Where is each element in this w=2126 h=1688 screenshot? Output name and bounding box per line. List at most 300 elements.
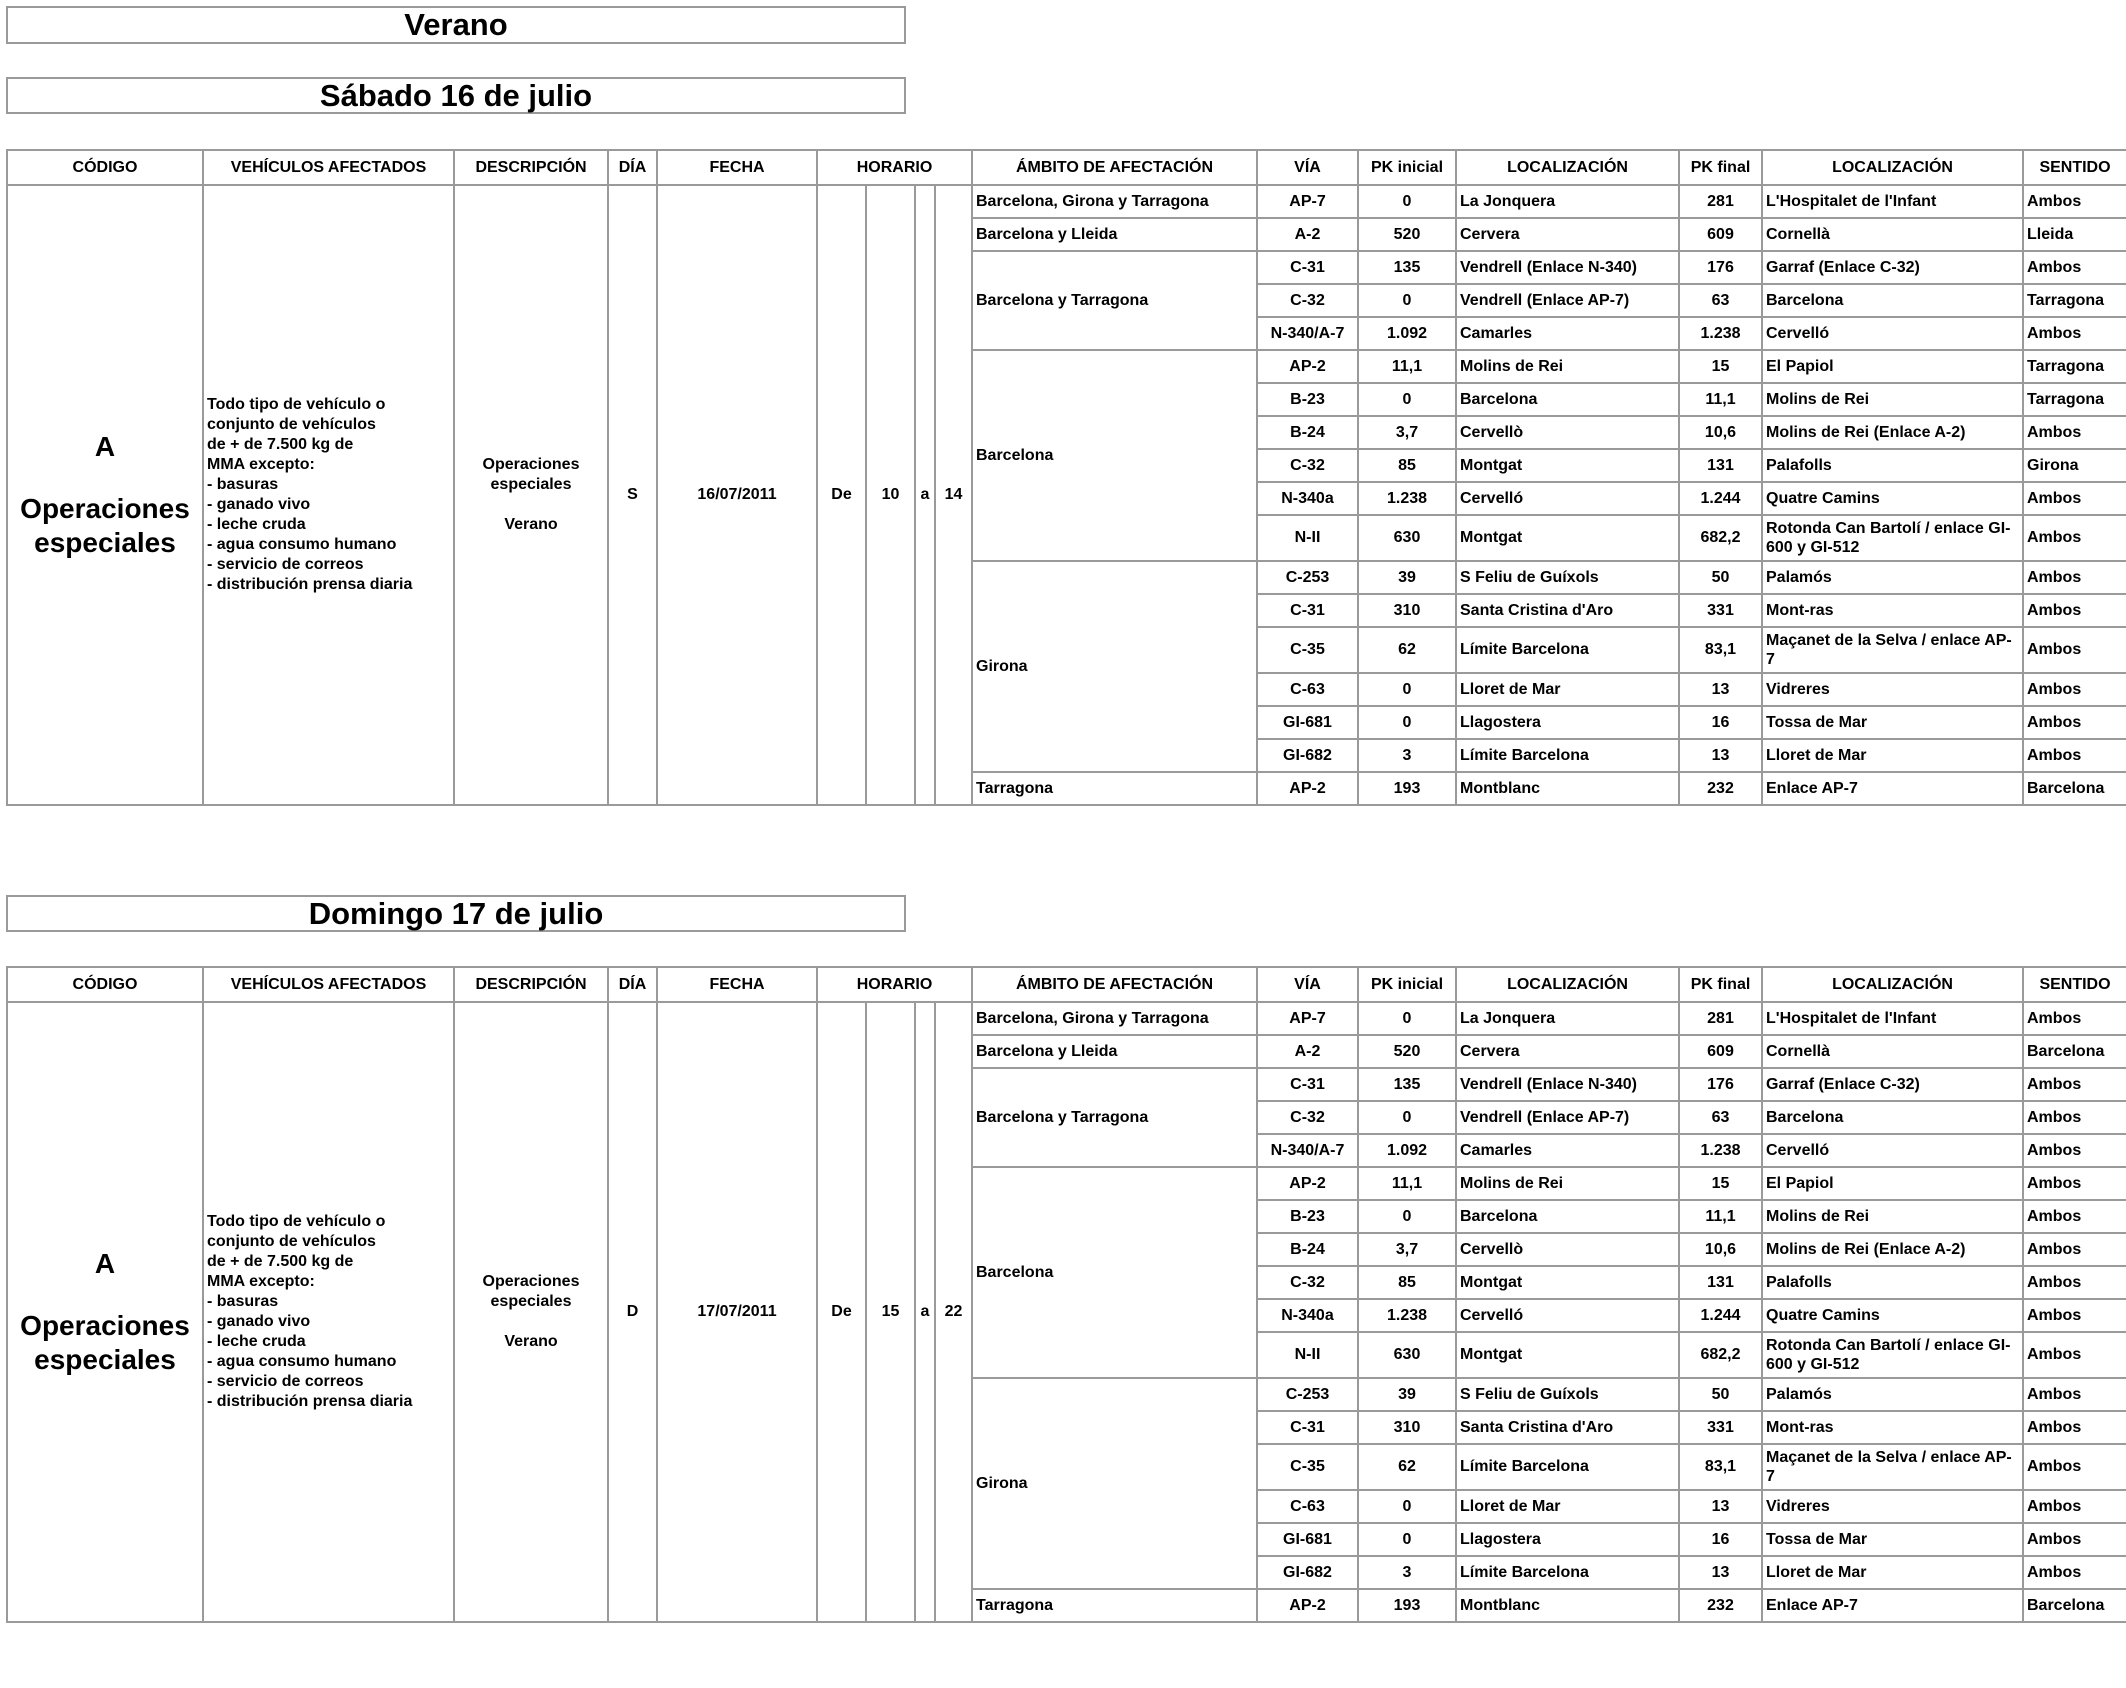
- direction-cell: Ambos: [2023, 1068, 2126, 1101]
- column-header: PK final: [1679, 150, 1762, 185]
- pk-start-cell: 39: [1358, 561, 1456, 594]
- pk-end-cell: 16: [1679, 706, 1762, 739]
- direction-cell: Ambos: [2023, 673, 2126, 706]
- column-header: FECHA: [657, 150, 817, 185]
- vehicles-line: - agua consumo humano: [207, 536, 397, 553]
- location-start-cell: La Jonquera: [1456, 185, 1679, 218]
- location-end-cell: Cervelló: [1762, 317, 2023, 350]
- schedule-de: De: [817, 1002, 866, 1622]
- pk-end-cell: 83,1: [1679, 1444, 1762, 1490]
- pk-start-cell: 1.092: [1358, 1134, 1456, 1167]
- pk-start-cell: 135: [1358, 251, 1456, 284]
- location-start-cell: Camarles: [1456, 1134, 1679, 1167]
- location-start-cell: Vendrell (Enlace N-340): [1456, 251, 1679, 284]
- pk-start-cell: 39: [1358, 1378, 1456, 1411]
- location-end-cell: Palamós: [1762, 1378, 2023, 1411]
- location-start-cell: Vendrell (Enlace AP-7): [1456, 1101, 1679, 1134]
- direction-cell: Lleida: [2023, 218, 2126, 251]
- pk-start-cell: 85: [1358, 449, 1456, 482]
- direction-cell: Ambos: [2023, 317, 2126, 350]
- pk-end-cell: 131: [1679, 1266, 1762, 1299]
- pk-end-cell: 63: [1679, 1101, 1762, 1134]
- pk-end-cell: 63: [1679, 284, 1762, 317]
- pk-end-cell: 682,2: [1679, 515, 1762, 561]
- direction-cell: Ambos: [2023, 1556, 2126, 1589]
- pk-start-cell: 0: [1358, 185, 1456, 218]
- pk-start-cell: 310: [1358, 594, 1456, 627]
- location-start-cell: S Feliu de Guíxols: [1456, 561, 1679, 594]
- location-start-cell: Barcelona: [1456, 383, 1679, 416]
- column-header: DESCRIPCIÓN: [454, 967, 608, 1002]
- pk-end-cell: 1.244: [1679, 482, 1762, 515]
- location-start-cell: Camarles: [1456, 317, 1679, 350]
- direction-cell: Barcelona: [2023, 1589, 2126, 1622]
- location-end-cell: Vidreres: [1762, 673, 2023, 706]
- road-cell: AP-7: [1257, 185, 1358, 218]
- column-header: LOCALIZACIÓN: [1456, 967, 1679, 1002]
- road-cell: A-2: [1257, 1035, 1358, 1068]
- code-cell: [7, 1002, 203, 1622]
- direction-cell: Ambos: [2023, 627, 2126, 673]
- vehicles-cell: [203, 185, 454, 805]
- location-start-cell: Cervellò: [1456, 1233, 1679, 1266]
- location-end-cell: Rotonda Can Bartolí / enlace GI-600 y GI-512: [1762, 1332, 2023, 1378]
- scope-cell: Barcelona: [972, 1167, 1257, 1378]
- scope-cell: Barcelona, Girona y Tarragona: [972, 185, 1257, 218]
- road-cell: C-253: [1257, 561, 1358, 594]
- road-cell: A-2: [1257, 218, 1358, 251]
- location-start-cell: Lloret de Mar: [1456, 1490, 1679, 1523]
- scope-cell: Tarragona: [972, 1589, 1257, 1622]
- pk-end-cell: 11,1: [1679, 1200, 1762, 1233]
- location-start-cell: La Jonquera: [1456, 1002, 1679, 1035]
- pk-start-cell: 630: [1358, 515, 1456, 561]
- column-header: VÍA: [1257, 150, 1358, 185]
- location-end-cell: Cornellà: [1762, 1035, 2023, 1068]
- pk-end-cell: 232: [1679, 1589, 1762, 1622]
- road-cell: AP-2: [1257, 1167, 1358, 1200]
- pk-start-cell: 1.092: [1358, 317, 1456, 350]
- road-cell: GI-681: [1257, 1523, 1358, 1556]
- pk-start-cell: 193: [1358, 772, 1456, 805]
- column-header: HORARIO: [817, 967, 972, 1002]
- location-end-cell: Palafolls: [1762, 449, 2023, 482]
- column-header: VEHÍCULOS AFECTADOS: [203, 150, 454, 185]
- column-header: FECHA: [657, 967, 817, 1002]
- description-cell: [454, 1002, 608, 1622]
- date-cell: 17/07/2011: [657, 1002, 817, 1622]
- day-cell: S: [608, 185, 657, 805]
- pk-start-cell: 0: [1358, 1200, 1456, 1233]
- column-header: CÓDIGO: [7, 967, 203, 1002]
- road-cell: C-31: [1257, 1411, 1358, 1444]
- pk-end-cell: 682,2: [1679, 1332, 1762, 1378]
- column-header: VEHÍCULOS AFECTADOS: [203, 967, 454, 1002]
- location-end-cell: Molins de Rei: [1762, 383, 2023, 416]
- pk-start-cell: 3: [1358, 739, 1456, 772]
- direction-cell: Ambos: [2023, 1490, 2126, 1523]
- location-start-cell: Límite Barcelona: [1456, 1444, 1679, 1490]
- vehicles-line: MMA excepto:: [207, 1273, 315, 1290]
- column-header: PK final: [1679, 967, 1762, 1002]
- vehicles-line: MMA excepto:: [207, 456, 315, 473]
- road-cell: N-340/A-7: [1257, 1134, 1358, 1167]
- road-cell: GI-681: [1257, 706, 1358, 739]
- schedule-from: 10: [866, 185, 915, 805]
- road-cell: C-32: [1257, 1266, 1358, 1299]
- column-header: DÍA: [608, 967, 657, 1002]
- road-cell: N-II: [1257, 1332, 1358, 1378]
- pk-end-cell: 176: [1679, 251, 1762, 284]
- road-cell: C-63: [1257, 1490, 1358, 1523]
- location-start-cell: Montblanc: [1456, 1589, 1679, 1622]
- description-cell: [454, 185, 608, 805]
- direction-cell: Ambos: [2023, 1378, 2126, 1411]
- scope-cell: Barcelona, Girona y Tarragona: [972, 1002, 1257, 1035]
- direction-cell: Ambos: [2023, 739, 2126, 772]
- description-main: Operaciones especiales: [482, 456, 580, 493]
- pk-start-cell: 1.238: [1358, 482, 1456, 515]
- scope-cell: Barcelona y Lleida: [972, 1035, 1257, 1068]
- road-cell: N-340a: [1257, 482, 1358, 515]
- direction-cell: Ambos: [2023, 1101, 2126, 1134]
- season-title: Verano: [6, 6, 906, 44]
- vehicles-line: Todo tipo de vehículo o: [207, 1213, 386, 1230]
- location-end-cell: Lloret de Mar: [1762, 739, 2023, 772]
- road-cell: C-32: [1257, 1101, 1358, 1134]
- code-letter: A: [94, 1248, 116, 1279]
- pk-end-cell: 83,1: [1679, 627, 1762, 673]
- direction-cell: Ambos: [2023, 594, 2126, 627]
- vehicles-line: - basuras: [207, 1293, 279, 1310]
- pk-end-cell: 50: [1679, 561, 1762, 594]
- road-cell: AP-7: [1257, 1002, 1358, 1035]
- location-start-cell: Cervellò: [1456, 416, 1679, 449]
- pk-start-cell: 135: [1358, 1068, 1456, 1101]
- direction-cell: Ambos: [2023, 561, 2126, 594]
- location-end-cell: El Papiol: [1762, 350, 2023, 383]
- road-cell: B-23: [1257, 383, 1358, 416]
- pk-end-cell: 10,6: [1679, 416, 1762, 449]
- direction-cell: Ambos: [2023, 1411, 2126, 1444]
- day-cell: D: [608, 1002, 657, 1622]
- location-start-cell: Límite Barcelona: [1456, 627, 1679, 673]
- road-cell: C-32: [1257, 449, 1358, 482]
- location-start-cell: Molins de Rei: [1456, 350, 1679, 383]
- schedule-de: De: [817, 185, 866, 805]
- road-cell: N-II: [1257, 515, 1358, 561]
- location-start-cell: Cervera: [1456, 218, 1679, 251]
- pk-start-cell: 85: [1358, 1266, 1456, 1299]
- location-start-cell: Llagostera: [1456, 706, 1679, 739]
- vehicles-line: conjunto de vehículos: [207, 416, 376, 433]
- scope-cell: Barcelona y Tarragona: [972, 251, 1257, 350]
- pk-end-cell: 176: [1679, 1068, 1762, 1101]
- location-end-cell: Quatre Camins: [1762, 1299, 2023, 1332]
- road-cell: C-35: [1257, 627, 1358, 673]
- pk-start-cell: 0: [1358, 1101, 1456, 1134]
- schedule-table-saturday: [6, 149, 2126, 806]
- location-end-cell: Barcelona: [1762, 1101, 2023, 1134]
- pk-end-cell: 11,1: [1679, 383, 1762, 416]
- location-start-cell: Cervera: [1456, 1035, 1679, 1068]
- location-end-cell: Molins de Rei (Enlace A-2): [1762, 1233, 2023, 1266]
- schedule-table-sunday: [6, 966, 2126, 1623]
- pk-end-cell: 1.244: [1679, 1299, 1762, 1332]
- scope-cell: Barcelona: [972, 350, 1257, 561]
- pk-end-cell: 15: [1679, 1167, 1762, 1200]
- pk-start-cell: 11,1: [1358, 1167, 1456, 1200]
- table-row: [7, 1002, 2126, 1035]
- column-header: HORARIO: [817, 150, 972, 185]
- pk-end-cell: 13: [1679, 1490, 1762, 1523]
- location-start-cell: Montgat: [1456, 1332, 1679, 1378]
- pk-start-cell: 3,7: [1358, 1233, 1456, 1266]
- location-end-cell: Garraf (Enlace C-32): [1762, 251, 2023, 284]
- vehicles-line: - ganado vivo: [207, 1313, 311, 1330]
- description-sub: Verano: [504, 1333, 558, 1350]
- date-cell: 16/07/2011: [657, 185, 817, 805]
- road-cell: GI-682: [1257, 1556, 1358, 1589]
- road-cell: C-31: [1257, 251, 1358, 284]
- location-end-cell: El Papiol: [1762, 1167, 2023, 1200]
- vehicles-line: - ganado vivo: [207, 496, 311, 513]
- location-end-cell: Tossa de Mar: [1762, 1523, 2023, 1556]
- road-cell: C-32: [1257, 284, 1358, 317]
- direction-cell: Tarragona: [2023, 350, 2126, 383]
- column-header: DESCRIPCIÓN: [454, 150, 608, 185]
- pk-end-cell: 1.238: [1679, 317, 1762, 350]
- header-row: [7, 150, 2126, 185]
- direction-cell: Ambos: [2023, 1200, 2126, 1233]
- location-end-cell: Enlace AP-7: [1762, 1589, 2023, 1622]
- location-end-cell: Mont-ras: [1762, 594, 2023, 627]
- direction-cell: Ambos: [2023, 1266, 2126, 1299]
- location-end-cell: L'Hospitalet de l'Infant: [1762, 1002, 2023, 1035]
- scope-cell: Tarragona: [972, 772, 1257, 805]
- location-start-cell: Barcelona: [1456, 1200, 1679, 1233]
- column-header: DÍA: [608, 150, 657, 185]
- road-cell: C-35: [1257, 1444, 1358, 1490]
- direction-cell: Ambos: [2023, 1332, 2126, 1378]
- vehicles-line: de + de 7.500 kg de: [207, 1253, 354, 1270]
- vehicles-line: - leche cruda: [207, 1333, 306, 1350]
- road-cell: C-63: [1257, 673, 1358, 706]
- column-header: ÁMBITO DE AFECTACIÓN: [972, 150, 1257, 185]
- day-title-saturday: Sábado 16 de julio: [6, 77, 906, 114]
- pk-start-cell: 0: [1358, 673, 1456, 706]
- road-cell: B-24: [1257, 1233, 1358, 1266]
- pk-start-cell: 0: [1358, 706, 1456, 739]
- pk-end-cell: 331: [1679, 1411, 1762, 1444]
- location-end-cell: Tossa de Mar: [1762, 706, 2023, 739]
- location-start-cell: Límite Barcelona: [1456, 1556, 1679, 1589]
- vehicles-line: - distribución prensa diaria: [207, 1393, 413, 1410]
- pk-start-cell: 630: [1358, 1332, 1456, 1378]
- scope-cell: Girona: [972, 1378, 1257, 1589]
- location-start-cell: Montgat: [1456, 1266, 1679, 1299]
- location-end-cell: Mont-ras: [1762, 1411, 2023, 1444]
- column-header: PK inicial: [1358, 967, 1456, 1002]
- location-end-cell: L'Hospitalet de l'Infant: [1762, 185, 2023, 218]
- schedule-from: 15: [866, 1002, 915, 1622]
- direction-cell: Ambos: [2023, 1523, 2126, 1556]
- description-sub: Verano: [504, 516, 558, 533]
- pk-start-cell: 3: [1358, 1556, 1456, 1589]
- scope-cell: Barcelona y Tarragona: [972, 1068, 1257, 1167]
- direction-cell: Ambos: [2023, 1167, 2126, 1200]
- road-cell: N-340/A-7: [1257, 317, 1358, 350]
- table-row: [7, 185, 2126, 218]
- pk-end-cell: 131: [1679, 449, 1762, 482]
- location-end-cell: Barcelona: [1762, 284, 2023, 317]
- location-end-cell: Palafolls: [1762, 1266, 2023, 1299]
- pk-end-cell: 609: [1679, 218, 1762, 251]
- pk-start-cell: 0: [1358, 1490, 1456, 1523]
- location-end-cell: Maçanet de la Selva / enlace AP-7: [1762, 627, 2023, 673]
- vehicles-line: - servicio de correos: [207, 1373, 364, 1390]
- pk-start-cell: 1.238: [1358, 1299, 1456, 1332]
- location-start-cell: Santa Cristina d'Aro: [1456, 1411, 1679, 1444]
- schedule-to: 22: [935, 1002, 972, 1622]
- schedule-a: a: [915, 1002, 935, 1622]
- location-end-cell: Rotonda Can Bartolí / enlace GI-600 y GI-512: [1762, 515, 2023, 561]
- location-start-cell: Vendrell (Enlace N-340): [1456, 1068, 1679, 1101]
- pk-end-cell: 13: [1679, 1556, 1762, 1589]
- location-start-cell: Llagostera: [1456, 1523, 1679, 1556]
- location-start-cell: Montblanc: [1456, 772, 1679, 805]
- code-name: Operaciones especiales: [20, 1310, 190, 1375]
- direction-cell: Ambos: [2023, 1233, 2126, 1266]
- pk-start-cell: 0: [1358, 383, 1456, 416]
- road-cell: B-24: [1257, 416, 1358, 449]
- location-start-cell: Montgat: [1456, 515, 1679, 561]
- pk-end-cell: 50: [1679, 1378, 1762, 1411]
- column-header: SENTIDO: [2023, 967, 2126, 1002]
- pk-end-cell: 281: [1679, 1002, 1762, 1035]
- direction-cell: Ambos: [2023, 1134, 2126, 1167]
- column-header: VÍA: [1257, 967, 1358, 1002]
- location-start-cell: Vendrell (Enlace AP-7): [1456, 284, 1679, 317]
- direction-cell: Barcelona: [2023, 1035, 2126, 1068]
- direction-cell: Ambos: [2023, 482, 2126, 515]
- direction-cell: Ambos: [2023, 1444, 2126, 1490]
- location-end-cell: Vidreres: [1762, 1490, 2023, 1523]
- location-end-cell: Molins de Rei (Enlace A-2): [1762, 416, 2023, 449]
- pk-end-cell: 10,6: [1679, 1233, 1762, 1266]
- direction-cell: Girona: [2023, 449, 2126, 482]
- column-header: CÓDIGO: [7, 150, 203, 185]
- location-start-cell: Santa Cristina d'Aro: [1456, 594, 1679, 627]
- code-letter: A: [94, 431, 116, 462]
- location-end-cell: Maçanet de la Selva / enlace AP-7: [1762, 1444, 2023, 1490]
- header-row: [7, 967, 2126, 1002]
- column-header: LOCALIZACIÓN: [1762, 967, 2023, 1002]
- day-title-sunday: Domingo 17 de julio: [6, 895, 906, 932]
- location-end-cell: Cornellà: [1762, 218, 2023, 251]
- pk-start-cell: 0: [1358, 1002, 1456, 1035]
- road-cell: C-253: [1257, 1378, 1358, 1411]
- direction-cell: Tarragona: [2023, 284, 2126, 317]
- vehicles-line: de + de 7.500 kg de: [207, 436, 354, 453]
- pk-start-cell: 0: [1358, 284, 1456, 317]
- column-header: SENTIDO: [2023, 150, 2126, 185]
- pk-end-cell: 232: [1679, 772, 1762, 805]
- pk-end-cell: 13: [1679, 673, 1762, 706]
- location-end-cell: Lloret de Mar: [1762, 1556, 2023, 1589]
- pk-start-cell: 520: [1358, 1035, 1456, 1068]
- direction-cell: Ambos: [2023, 416, 2126, 449]
- vehicles-line: - leche cruda: [207, 516, 306, 533]
- vehicles-line: Todo tipo de vehículo o: [207, 396, 386, 413]
- road-cell: B-23: [1257, 1200, 1358, 1233]
- road-cell: AP-2: [1257, 350, 1358, 383]
- direction-cell: Ambos: [2023, 1002, 2126, 1035]
- description-main: Operaciones especiales: [482, 1273, 580, 1310]
- pk-end-cell: 15: [1679, 350, 1762, 383]
- road-cell: AP-2: [1257, 1589, 1358, 1622]
- pk-start-cell: 310: [1358, 1411, 1456, 1444]
- location-start-cell: Montgat: [1456, 449, 1679, 482]
- code-cell: [7, 185, 203, 805]
- location-start-cell: Cervelló: [1456, 1299, 1679, 1332]
- location-end-cell: Garraf (Enlace C-32): [1762, 1068, 2023, 1101]
- location-end-cell: Quatre Camins: [1762, 482, 2023, 515]
- pk-end-cell: 609: [1679, 1035, 1762, 1068]
- pk-start-cell: 0: [1358, 1523, 1456, 1556]
- pk-start-cell: 3,7: [1358, 416, 1456, 449]
- road-cell: C-31: [1257, 1068, 1358, 1101]
- column-header: PK inicial: [1358, 150, 1456, 185]
- direction-cell: Ambos: [2023, 185, 2126, 218]
- pk-start-cell: 193: [1358, 1589, 1456, 1622]
- direction-cell: Barcelona: [2023, 772, 2126, 805]
- location-start-cell: S Feliu de Guíxols: [1456, 1378, 1679, 1411]
- vehicles-line: - servicio de correos: [207, 556, 364, 573]
- vehicles-line: - basuras: [207, 476, 279, 493]
- direction-cell: Ambos: [2023, 515, 2126, 561]
- road-cell: C-31: [1257, 594, 1358, 627]
- location-end-cell: Enlace AP-7: [1762, 772, 2023, 805]
- pk-start-cell: 62: [1358, 627, 1456, 673]
- location-start-cell: Lloret de Mar: [1456, 673, 1679, 706]
- column-header: LOCALIZACIÓN: [1456, 150, 1679, 185]
- road-cell: GI-682: [1257, 739, 1358, 772]
- column-header: LOCALIZACIÓN: [1762, 150, 2023, 185]
- pk-end-cell: 331: [1679, 594, 1762, 627]
- road-cell: N-340a: [1257, 1299, 1358, 1332]
- code-name: Operaciones especiales: [20, 493, 190, 558]
- pk-end-cell: 281: [1679, 185, 1762, 218]
- schedule-a: a: [915, 185, 935, 805]
- pk-end-cell: 16: [1679, 1523, 1762, 1556]
- location-start-cell: Límite Barcelona: [1456, 739, 1679, 772]
- schedule-to: 14: [935, 185, 972, 805]
- direction-cell: Ambos: [2023, 1299, 2126, 1332]
- pk-end-cell: 13: [1679, 739, 1762, 772]
- location-start-cell: Cervelló: [1456, 482, 1679, 515]
- pk-start-cell: 520: [1358, 218, 1456, 251]
- location-end-cell: Palamós: [1762, 561, 2023, 594]
- location-start-cell: Molins de Rei: [1456, 1167, 1679, 1200]
- vehicles-line: - distribución prensa diaria: [207, 576, 413, 593]
- pk-start-cell: 11,1: [1358, 350, 1456, 383]
- scope-cell: Barcelona y Lleida: [972, 218, 1257, 251]
- column-header: ÁMBITO DE AFECTACIÓN: [972, 967, 1257, 1002]
- scope-cell: Girona: [972, 561, 1257, 772]
- direction-cell: Ambos: [2023, 251, 2126, 284]
- vehicles-line: - agua consumo humano: [207, 1353, 397, 1370]
